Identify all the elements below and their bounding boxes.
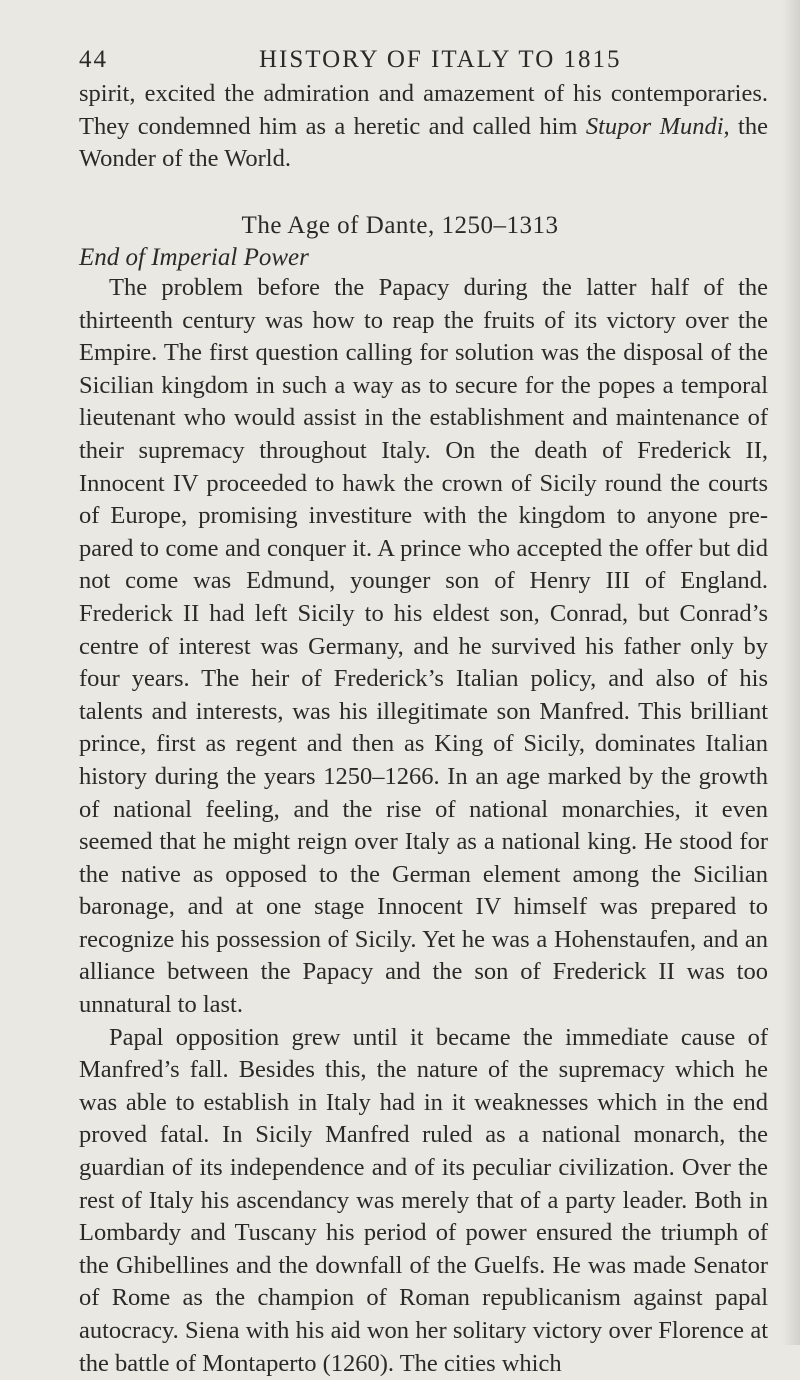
page-number: 44 xyxy=(79,46,108,73)
paragraph-1: The problem before the Papacy during the latter half of the thirteenth century was how to reap the fruits of its victory over the Empire. The first question calling for solution was the disposal of the Sicilian kingdom in such a way as to secure for the popes a temporal lieutenant who would assist in the establishment and maintenance of their supremacy throughout Italy. On the death of Frederick II, Innocent IV proceeded to hawk the crown of Sicily round the courts of Europe, promising investiture with the kingdom to anyone pre-pared to come and conquer it. A prince who accepted the offer but did not come was Edmund, younger son of Henry III of England. Frederick II had left Sicily to his eldest son, Conrad, but Conrad’s centre of interest was Germany, and he survived his father only by four years. The heir of Frederick’s Italian policy, and also of his talents and interests, was his illegitimate son Manfred. This brilliant prince, first as regent and then as King of Sicily, dominates Italian history during the years 1250–1266. In an age marked by the growth of national feeling, and the rise of national monarchies, it even seemed that he might reign over Italy as a national king. He stood for the native as opposed to the German element among the Sicilian baronage, and at one stage Innocent IV himself was prepared to recognize his possession of Sicily. Yet he was a Hohenstaufen, and an alliance between the Papacy and the son of Frederick II was too unnatural to last. xyxy=(79,274,768,1019)
intro-text xyxy=(79,78,768,176)
running-title: HISTORY OF ITALY TO 1815 xyxy=(259,46,622,73)
section-heading: The Age of Dante, 1250–1313 xyxy=(241,212,559,239)
latin-phrase: Stupor Mundi xyxy=(585,112,724,140)
section-subheading: End of Imperial Power xyxy=(79,244,309,271)
paragraph-2: Papal opposition grew until it became the immediate cause of Manfred’s fall. Besides this, the nature of the supremacy which he was able to establish in Italy had in it weaknesses which in the end proved fatal. In Sicily Manfred ruled as a national monarch, the guardian of its independence and of its peculiar civilization. Over the rest of Italy his ascendancy was merely that of a party leader. Both in Lombardy and Tuscany his period of power ensured the triumph of the Ghibellines and the downfall of the Guelfs. He was made Senator of Rome as the champion of Roman republicanism against papal autocracy. Siena with his aid won her solitary victory over Florence at the battle of Montaperto (1260). The cities which xyxy=(79,1023,768,1377)
body-text xyxy=(79,272,768,1380)
intro-paragraph: spirit, excited the admiration and amazement of his contemporaries. They condemned him as a heretic and called him Stupor Mundi, the Wonder of the World. xyxy=(79,80,768,173)
running-head xyxy=(79,46,779,80)
page-edge-shadow xyxy=(782,0,800,1345)
